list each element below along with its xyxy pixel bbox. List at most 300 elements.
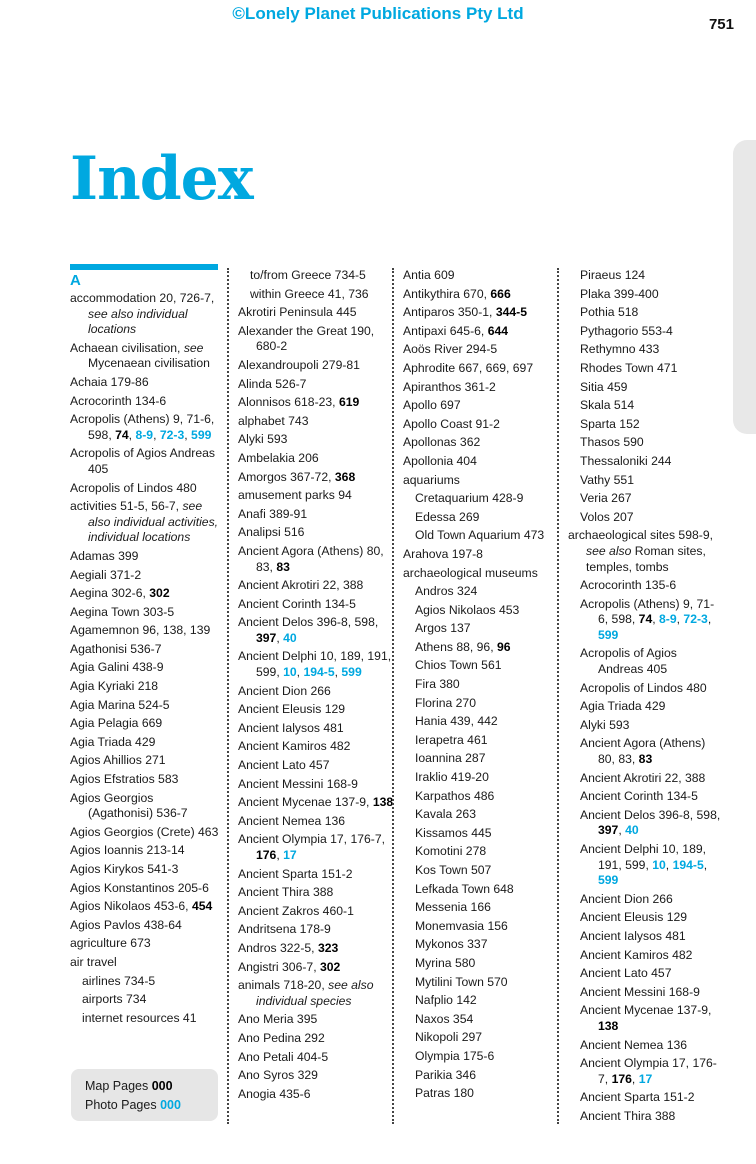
- index-column-3: [392, 268, 560, 1124]
- index-entry: [238, 1031, 396, 1047]
- index-entry: [70, 716, 220, 732]
- index-entry: [70, 772, 220, 788]
- index-entry: [70, 549, 220, 565]
- legend-map-label: Map Pages: [85, 1079, 149, 1093]
- index-subentry: [403, 714, 560, 730]
- entry-text: Karpathos 486: [415, 788, 495, 803]
- index-entry: [238, 1087, 396, 1103]
- index-subentry: [403, 1086, 560, 1102]
- entry-text: Rhodes Town 471: [580, 360, 678, 375]
- index-subentry: [568, 985, 721, 1001]
- index-entry: [238, 324, 396, 355]
- entry-text: Agia Pelagia 669: [70, 716, 163, 731]
- entry-text: Volos 207: [580, 509, 634, 524]
- entry-text: ,: [631, 1071, 639, 1086]
- entry-text: ,: [276, 848, 284, 862]
- index-subentry: [568, 1038, 721, 1054]
- entry-text: Sitia 459: [580, 379, 628, 394]
- entry-text: Cretaquarium 428-9: [415, 491, 524, 506]
- index-entry: [403, 342, 560, 358]
- entry-text: Arahova 197-8: [403, 546, 483, 561]
- entry-text: Pothia 518: [580, 305, 639, 320]
- entry-text: Kissamos 445: [415, 825, 492, 840]
- index-entry: [403, 305, 560, 321]
- entry-text: ,: [153, 427, 160, 442]
- index-subentry: [403, 937, 560, 953]
- map-page-ref: 176: [256, 848, 277, 862]
- index-entry: [403, 473, 560, 489]
- entry-text: Naxos 354: [415, 1011, 474, 1026]
- entry-text: Apiranthos 361-2: [403, 379, 496, 394]
- index-subentry: [568, 361, 721, 377]
- index-entry: [403, 454, 560, 470]
- map-page-ref: 138: [372, 795, 394, 810]
- index-subentry: [568, 789, 721, 805]
- entry-text: Agia Triada 429: [70, 734, 156, 749]
- index-subentry: [403, 528, 560, 544]
- entry-text: ,: [276, 630, 284, 645]
- index-subentry: [403, 1012, 560, 1028]
- index-entry: [70, 679, 220, 695]
- index-subentry: [403, 1068, 560, 1084]
- entry-text: Andritsena 178-9: [238, 922, 331, 937]
- index-entry: [238, 615, 396, 646]
- entry-text: Alinda 526-7: [238, 376, 307, 391]
- index-subentry: [568, 398, 721, 414]
- entry-text: Ambelakia 206: [238, 450, 319, 465]
- entry-text: Ancient Mycenae 137-9,: [580, 1003, 712, 1018]
- entry-text: archaeological museums: [403, 565, 538, 580]
- index-entry: [238, 941, 396, 957]
- cross-reference: see also: [586, 543, 632, 558]
- entry-text: ,: [334, 665, 342, 680]
- index-entry: [70, 955, 220, 971]
- index-subentry: [568, 808, 721, 839]
- entry-text: Agios Konstantinos 205-6: [70, 880, 209, 895]
- photo-page-ref: 194-5: [303, 665, 335, 680]
- entry-text: Veria 267: [580, 491, 632, 506]
- photo-page-ref: 17: [283, 848, 297, 862]
- entry-text: Acropolis of Lindos 480: [580, 680, 707, 695]
- index-subentry: [568, 287, 721, 303]
- index-entry: [70, 586, 220, 602]
- entry-text: Monemvasia 156: [415, 918, 508, 933]
- index-subentry: [403, 677, 560, 693]
- index-subentry: [568, 1003, 721, 1034]
- map-page-ref: 344-5: [495, 305, 527, 320]
- index-entry: [238, 649, 396, 680]
- index-subentry: [403, 510, 560, 526]
- entry-text: internet resources 41: [82, 1010, 197, 1025]
- index-subentry: [568, 718, 721, 734]
- index-entry: [238, 377, 396, 393]
- index-entry: [238, 702, 396, 718]
- entry-text: Ancient Thira 388: [580, 1108, 676, 1123]
- map-page-ref: 666: [490, 286, 511, 301]
- entry-text: animals 718-20,: [238, 978, 329, 993]
- entry-text: ,: [618, 823, 626, 838]
- index-entry: [238, 432, 396, 448]
- index-subentry: [568, 597, 721, 644]
- entry-text: Ancient Thira 388: [238, 885, 334, 900]
- index-entry: [403, 435, 560, 451]
- copyright-header: ©Lonely Planet Publications Pty Ltd: [232, 4, 524, 23]
- entry-text: Alexander the Great 190, 680-2: [238, 323, 375, 354]
- map-page-ref: 74: [115, 427, 129, 442]
- entry-text: Rethymno 433: [580, 342, 660, 357]
- map-page-ref: 619: [338, 395, 360, 410]
- entry-text: Acropolis of Agios Andreas 405: [580, 646, 677, 677]
- entry-text: Akrotiri Peninsula 445: [238, 305, 357, 320]
- entry-text: Lefkada Town 648: [415, 881, 514, 896]
- index-subentry: [403, 751, 560, 767]
- entry-text: Edessa 269: [415, 509, 480, 524]
- entry-text: Agia Marina 524-5: [70, 697, 170, 712]
- entry-text: Ancient Akrotiri 22, 388: [238, 578, 364, 593]
- index-entry: [70, 605, 220, 621]
- entry-text: Alexandroupoli 279-81: [238, 357, 360, 372]
- entry-text: Ano Syros 329: [238, 1068, 318, 1083]
- entry-text: Apollo 697: [403, 398, 461, 413]
- entry-text: Skala 514: [580, 398, 635, 413]
- index-subentry: [403, 603, 560, 619]
- entry-text: ,: [652, 612, 660, 627]
- index-entry: [70, 698, 220, 714]
- photo-page-ref: 40: [283, 630, 297, 645]
- entry-text: Aegina Town 303-5: [70, 604, 175, 619]
- entry-text: Ancient Delphi 10, 189, 191, 599,: [238, 649, 392, 680]
- index-subentry: [403, 658, 560, 674]
- entry-text: Hania 439, 442: [415, 714, 498, 729]
- index-subentry: [403, 826, 560, 842]
- index-entry: [568, 528, 721, 575]
- index-entry: [70, 862, 220, 878]
- legend-photo-value: 000: [160, 1098, 181, 1112]
- entry-text: Ancient Mycenae 137-9,: [238, 795, 373, 810]
- entry-text: ,: [184, 427, 192, 442]
- entry-text: Agios Georgios (Crete) 463: [70, 824, 219, 839]
- photo-page-ref: 72-3: [683, 612, 708, 627]
- entry-text: Ancient Corinth 134-5: [238, 596, 356, 611]
- index-entry: [403, 380, 560, 396]
- index-entry: [70, 735, 220, 751]
- entry-text: Ancient Dion 266: [580, 891, 673, 906]
- index-entry: [238, 684, 396, 700]
- entry-text: airlines 734-5: [82, 973, 156, 988]
- index-subentry: [568, 510, 721, 526]
- map-page-ref: 323: [317, 940, 339, 955]
- index-entry: [70, 341, 220, 372]
- index-entry: [70, 446, 220, 477]
- entry-text: Roman sites, temples, tombs: [586, 543, 706, 574]
- entry-text: Ancient Eleusis 129: [580, 910, 688, 925]
- entry-text: Alyki 593: [580, 717, 630, 732]
- entry-text: amusement parks 94: [238, 488, 352, 503]
- index-entry: [238, 488, 396, 504]
- entry-text: Antia 609: [403, 268, 455, 282]
- map-page-ref: 397: [598, 823, 619, 838]
- index-subentry: [238, 287, 396, 303]
- index-entry: [238, 507, 396, 523]
- photo-page-ref: 10: [652, 857, 666, 872]
- entry-text: Ancient Delos 396-8, 598,: [580, 807, 721, 822]
- index-subentry: [568, 892, 721, 908]
- index-subentry: [403, 640, 560, 656]
- index-subentry: [568, 910, 721, 926]
- index-entry: [70, 825, 220, 841]
- map-page-ref: 454: [191, 899, 213, 914]
- index-entry: [238, 358, 396, 374]
- entry-text: Agia Triada 429: [580, 699, 666, 714]
- entry-text: Iraklio 419-20: [415, 770, 489, 785]
- photo-page-ref: 8-9: [659, 612, 677, 627]
- map-page-ref: 368: [334, 469, 356, 484]
- entry-text: airports 734: [82, 992, 147, 1007]
- index-subentry: [403, 621, 560, 637]
- entry-text: Agios Nikolaos 453: [415, 602, 520, 617]
- photo-page-ref: 10: [283, 665, 297, 680]
- entry-text: Ancient Olympia 17, 176-7,: [238, 832, 386, 847]
- entry-text: Aegina 302-6,: [70, 586, 150, 601]
- index-subentry: [568, 1056, 721, 1087]
- entry-text: Thasos 590: [580, 435, 644, 450]
- entry-text: Pythagorio 553-4: [580, 323, 673, 338]
- index-entry: [403, 287, 560, 303]
- page-legend: [71, 1069, 218, 1121]
- index-entry: [238, 978, 396, 1009]
- photo-page-ref: 599: [341, 665, 362, 680]
- index-entry: [238, 922, 396, 938]
- entry-text: Ano Pedina 292: [238, 1030, 325, 1045]
- index-subentry: [568, 454, 721, 470]
- entry-text: Ancient Agora (Athens) 80, 83,: [238, 543, 384, 574]
- index-entry: [238, 305, 396, 321]
- index-subentry: [568, 929, 721, 945]
- entry-text: Chios Town 561: [415, 658, 502, 673]
- entry-text: Antikythira 670,: [403, 286, 491, 301]
- entry-text: Ancient Olympia 17, 176-7,: [580, 1056, 717, 1086]
- entry-text: Ancient Ialysos 481: [238, 720, 344, 735]
- index-subentry: [568, 771, 721, 787]
- entry-text: ,: [703, 857, 708, 872]
- index-subentry: [568, 1109, 721, 1125]
- index-subentry: [403, 491, 560, 507]
- cross-reference: see also individual activities, individual locations: [88, 499, 219, 545]
- page-number: 751: [708, 16, 734, 33]
- entry-text: Ancient Sparta 151-2: [580, 1090, 695, 1105]
- index-subentry: [403, 584, 560, 600]
- index-subentry: [568, 1090, 721, 1106]
- index-subentry: [403, 900, 560, 916]
- entry-text: Patras 180: [415, 1086, 474, 1101]
- map-page-ref: 74: [638, 612, 653, 627]
- index-subentry: [403, 975, 560, 991]
- index-entry: [70, 881, 220, 897]
- entry-text: archaeological sites 598-9,: [568, 528, 713, 543]
- index-entry: [403, 417, 560, 433]
- index-entry: [403, 324, 560, 340]
- entry-text: Nafplio 142: [415, 993, 477, 1008]
- entry-text: Olympia 175-6: [415, 1048, 495, 1063]
- index-subentry: [403, 807, 560, 823]
- index-entry: [238, 414, 396, 430]
- index-entry: [238, 1050, 396, 1066]
- entry-text: Sparta 152: [580, 416, 640, 431]
- index-subentry: [568, 646, 721, 677]
- entry-text: Thessaloniki 244: [580, 453, 672, 468]
- legend-photo-label: Photo Pages: [85, 1098, 157, 1112]
- entry-text: to/from Greece 734-5: [250, 268, 366, 282]
- entry-text: ,: [707, 612, 712, 627]
- entry-text: ,: [676, 612, 684, 627]
- legend-map-value: 000: [151, 1079, 173, 1093]
- entry-text: Antipaxi 645-6,: [403, 323, 488, 338]
- entry-text: Ancient Messini 168-9: [238, 776, 358, 791]
- map-page-ref: 302: [149, 586, 170, 601]
- entry-text: Ancient Ialysos 481: [580, 928, 686, 943]
- index-subentry: [568, 948, 721, 964]
- entry-text: within Greece 41, 736: [250, 286, 369, 301]
- photo-page-ref: 8-9: [135, 427, 154, 442]
- entry-text: Apollonas 362: [403, 435, 481, 450]
- entry-text: Ancient Nemea 136: [238, 813, 346, 828]
- entry-text: Agathonisi 536-7: [70, 641, 162, 656]
- index-entry: [238, 777, 396, 793]
- entry-text: Piraeus 124: [580, 268, 646, 282]
- entry-text: Florina 270: [415, 695, 476, 710]
- index-subentry: [568, 681, 721, 697]
- cross-reference: see also individual locations: [88, 306, 188, 337]
- map-page-ref: 302: [319, 959, 341, 974]
- entry-text: Ioannina 287: [415, 751, 486, 766]
- entry-text: Agios Kirykos 541-3: [70, 862, 179, 876]
- photo-page-ref: 40: [625, 823, 639, 838]
- entry-text: Mytilini Town 570: [415, 974, 508, 989]
- entry-text: Ancient Corinth 134-5: [580, 789, 698, 804]
- index-entry: [70, 843, 220, 859]
- entry-text: Ancient Delphi 10, 189, 191, 599,: [580, 842, 707, 872]
- index-entry: [70, 791, 220, 822]
- index-entry: [238, 904, 396, 920]
- index-entry: [70, 499, 220, 546]
- index-subentry: [568, 268, 721, 284]
- entry-text: Ancient Lato 457: [238, 758, 330, 773]
- index-subentry: [568, 699, 721, 715]
- entry-text: Agia Kyriaki 218: [70, 679, 159, 694]
- index-entry: [70, 568, 220, 584]
- entry-text: Andros 324: [415, 584, 478, 599]
- photo-page-ref: 599: [598, 627, 619, 642]
- index-entry: [238, 814, 396, 830]
- photo-page-ref: 194-5: [672, 857, 704, 872]
- photo-page-ref: 599: [598, 873, 619, 888]
- photo-page-ref: 72-3: [159, 427, 185, 442]
- entry-text: Messenia 166: [415, 900, 491, 915]
- entry-text: Apollonia 404: [403, 453, 477, 468]
- index-entry: [238, 721, 396, 737]
- index-entry: [238, 832, 396, 863]
- entry-text: Kos Town 507: [415, 863, 492, 877]
- index-subentry: [403, 789, 560, 805]
- section-letter-bar: [70, 264, 218, 270]
- index-entry: [238, 885, 396, 901]
- entry-text: Amorgos 367-72,: [238, 469, 335, 484]
- entry-text: Ancient Kamiros 482: [580, 947, 693, 962]
- index-subentry: [403, 1030, 560, 1046]
- index-column-4: [557, 268, 721, 1124]
- entry-text: Vathy 551: [580, 472, 634, 487]
- entry-text: Ancient Agora (Athens) 80, 83,: [580, 736, 706, 767]
- entry-text: Agios Efstratios 583: [70, 772, 179, 787]
- index-entry: [70, 291, 220, 338]
- entry-text: Ancient Akrotiri 22, 388: [580, 770, 706, 785]
- index-subentry: [403, 956, 560, 972]
- map-page-ref: 83: [638, 752, 653, 767]
- index-entry: [70, 481, 220, 497]
- entry-text: ,: [665, 857, 673, 872]
- section-letter: A: [70, 272, 81, 289]
- index-subentry: [568, 491, 721, 507]
- map-page-ref: 644: [487, 323, 509, 338]
- entry-text: Analipsi 516: [238, 525, 305, 540]
- index-entry: [238, 544, 396, 575]
- entry-text: Achaean civilisation,: [70, 340, 184, 355]
- index-subentry: [568, 380, 721, 396]
- index-subentry: [568, 966, 721, 982]
- entry-text: Ancient Zakros 460-1: [238, 903, 354, 918]
- entry-text: Acropolis (Athens) 9, 71-6, 598,: [580, 596, 715, 627]
- index-entry: [70, 918, 220, 934]
- entry-text: Parikia 346: [415, 1067, 476, 1082]
- entry-text: Kavala 263: [415, 807, 476, 822]
- photo-page-ref: 599: [191, 427, 212, 442]
- index-entry: [70, 660, 220, 676]
- index-entry: [238, 597, 396, 613]
- entry-text: Mycenaean civilisation: [88, 356, 210, 371]
- entry-text: Fira 380: [415, 677, 460, 692]
- entry-text: alphabet 743: [238, 413, 309, 428]
- index-subentry: [70, 992, 220, 1008]
- index-subentry: [70, 1011, 220, 1027]
- entry-text: Ano Meria 395: [238, 1012, 318, 1027]
- index-entry: [70, 642, 220, 658]
- index-subentry: [568, 342, 721, 358]
- entry-text: Acropolis of Agios Andreas 405: [70, 446, 215, 476]
- index-subentry: [403, 696, 560, 712]
- index-subentry: [568, 736, 721, 767]
- index-subentry: [403, 844, 560, 860]
- entry-text: ,: [296, 665, 304, 680]
- entry-text: Ancient Dion 266: [238, 683, 331, 698]
- side-tab: [733, 140, 756, 434]
- index-entry: [70, 623, 220, 639]
- index-entry: [238, 739, 396, 755]
- entry-text: Alyki 593: [238, 432, 288, 447]
- entry-text: Ancient Lato 457: [580, 966, 672, 981]
- entry-text: Acrocorinth 135-6: [580, 578, 677, 593]
- entry-text: Aoös River 294-5: [403, 342, 498, 357]
- entry-text: Athens 88, 96,: [415, 639, 497, 654]
- index-subentry: [70, 974, 220, 990]
- entry-text: Anafi 389-91: [238, 506, 308, 521]
- entry-text: Agios Ioannis 213-14: [70, 843, 185, 858]
- entry-text: Komotini 278: [415, 844, 487, 859]
- index-entry: [403, 547, 560, 563]
- index-entry: [70, 375, 220, 391]
- entry-text: Ancient Eleusis 129: [238, 702, 346, 717]
- index-subentry: [403, 863, 560, 879]
- index-entry: [238, 578, 396, 594]
